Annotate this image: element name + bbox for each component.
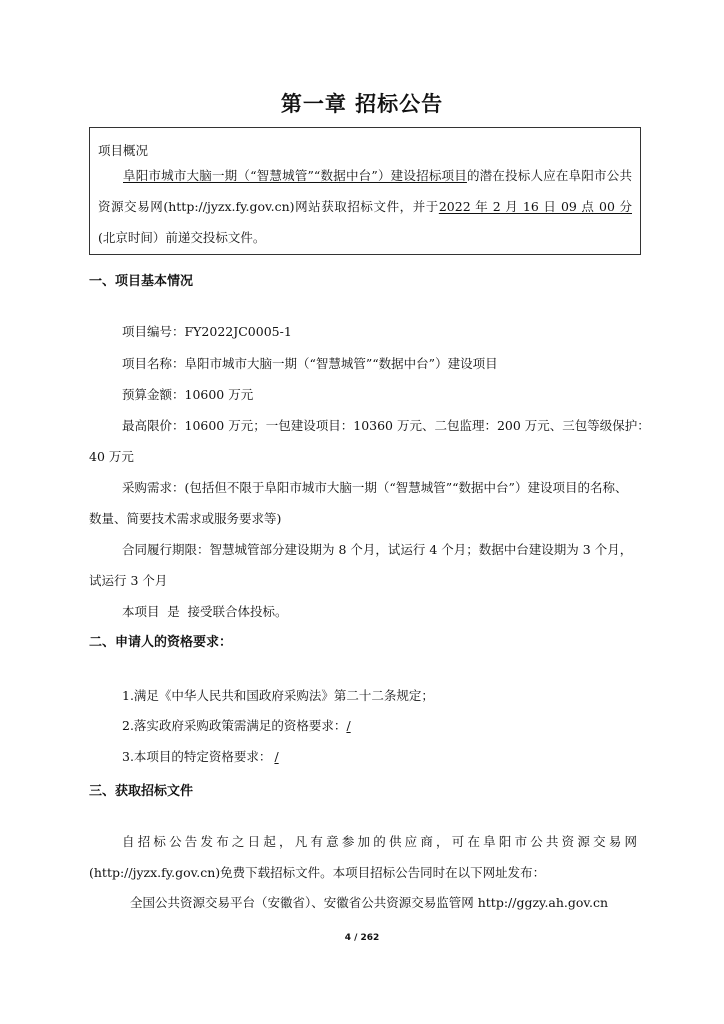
overview-text-end: (北京时间）前递交投标文件。 — [98, 230, 266, 245]
budget-amount: 预算金额：10600 万元 — [122, 387, 254, 402]
overview-text-mid: 的潜在投标人应在阜阳市公共资源交易网(http://jyzx.fy.gov.cn)网站获取招标文件，并于 — [98, 168, 632, 214]
page-number: 4 / 262 — [344, 933, 380, 943]
consortium-prefix: 本项目 — [122, 604, 160, 619]
qualification-item-3 — [122, 747, 637, 765]
qualification-item-2 — [122, 716, 637, 734]
max-price-line-1: 最高限价：10600 万元；一包建设项目：10360 万元、二包监理：200 万元、三包等级保护： — [122, 418, 650, 433]
qualification-item-3-label: 3.本项目的特定资格要求： — [122, 749, 272, 764]
project-name: 项目名称：阜阳市城市大脑一期（“智慧城管”“数据中台”）建设项目 — [122, 356, 498, 371]
obtain-docs-line-1: 自招标公告发布之日起，凡有意参加的供应商，可在阜阳市公共资源交易网 — [122, 834, 637, 849]
overview-deadline: 2022 年 2 月 16 日 09 点 00 分 — [438, 199, 632, 214]
consortium-suffix: 接受联合体投标。 — [187, 604, 288, 619]
consortium-value: 是 — [167, 604, 180, 619]
qualification-item-2-label: 2.落实政府采购政策需满足的资格要求： — [122, 718, 347, 733]
max-price-line-2: 40 万元 — [89, 449, 134, 464]
consortium-statement — [122, 602, 637, 620]
section-1-heading: 一、项目基本情况 — [89, 274, 194, 289]
contract-period-line-2: 试运行 3 个月 — [89, 573, 168, 588]
obtain-docs-line-3: 全国公共资源交易平台（安徽省）、安徽省公共资源交易监管网 http://ggzy.ah.gov.cn — [130, 895, 609, 910]
obtain-docs-line-2: (http://jyzx.fy.gov.cn)免费下载招标文件。本项目招标公告同时在以下网址发布： — [89, 865, 546, 880]
overview-text — [98, 160, 632, 253]
demand-line-2: 数量、简要技术需求或服务要求等) — [89, 511, 282, 526]
project-overview-box — [89, 127, 641, 255]
section-2-heading: 二、申请人的资格要求： — [89, 635, 233, 650]
contract-period-line-1: 合同履行期限：智慧城管部分建设期为 8 个月，试运行 4 个月；数据中台建设期为 3 个月， — [122, 542, 633, 557]
overview-project-name: 阜阳市城市大脑一期（“智慧城管”“数据中台”）建设招标项目 — [123, 168, 467, 183]
section-3-heading: 三、获取招标文件 — [89, 784, 194, 799]
chapter-title: 第一章 招标公告 — [280, 92, 444, 116]
project-number: 项目编号：FY2022JC0005-1 — [122, 324, 292, 339]
qualification-item-3-value: / — [274, 749, 279, 764]
overview-heading: 项目概况 — [98, 143, 149, 158]
demand-line-1: 采购需求：(包括但不限于阜阳市城市大脑一期（“智慧城管”“数据中台”）建设项目的名称、 — [122, 480, 628, 495]
qualification-item-1: 1.满足《中华人民共和国政府采购法》第二十二条规定； — [122, 688, 434, 703]
qualification-item-2-value: / — [346, 718, 351, 733]
